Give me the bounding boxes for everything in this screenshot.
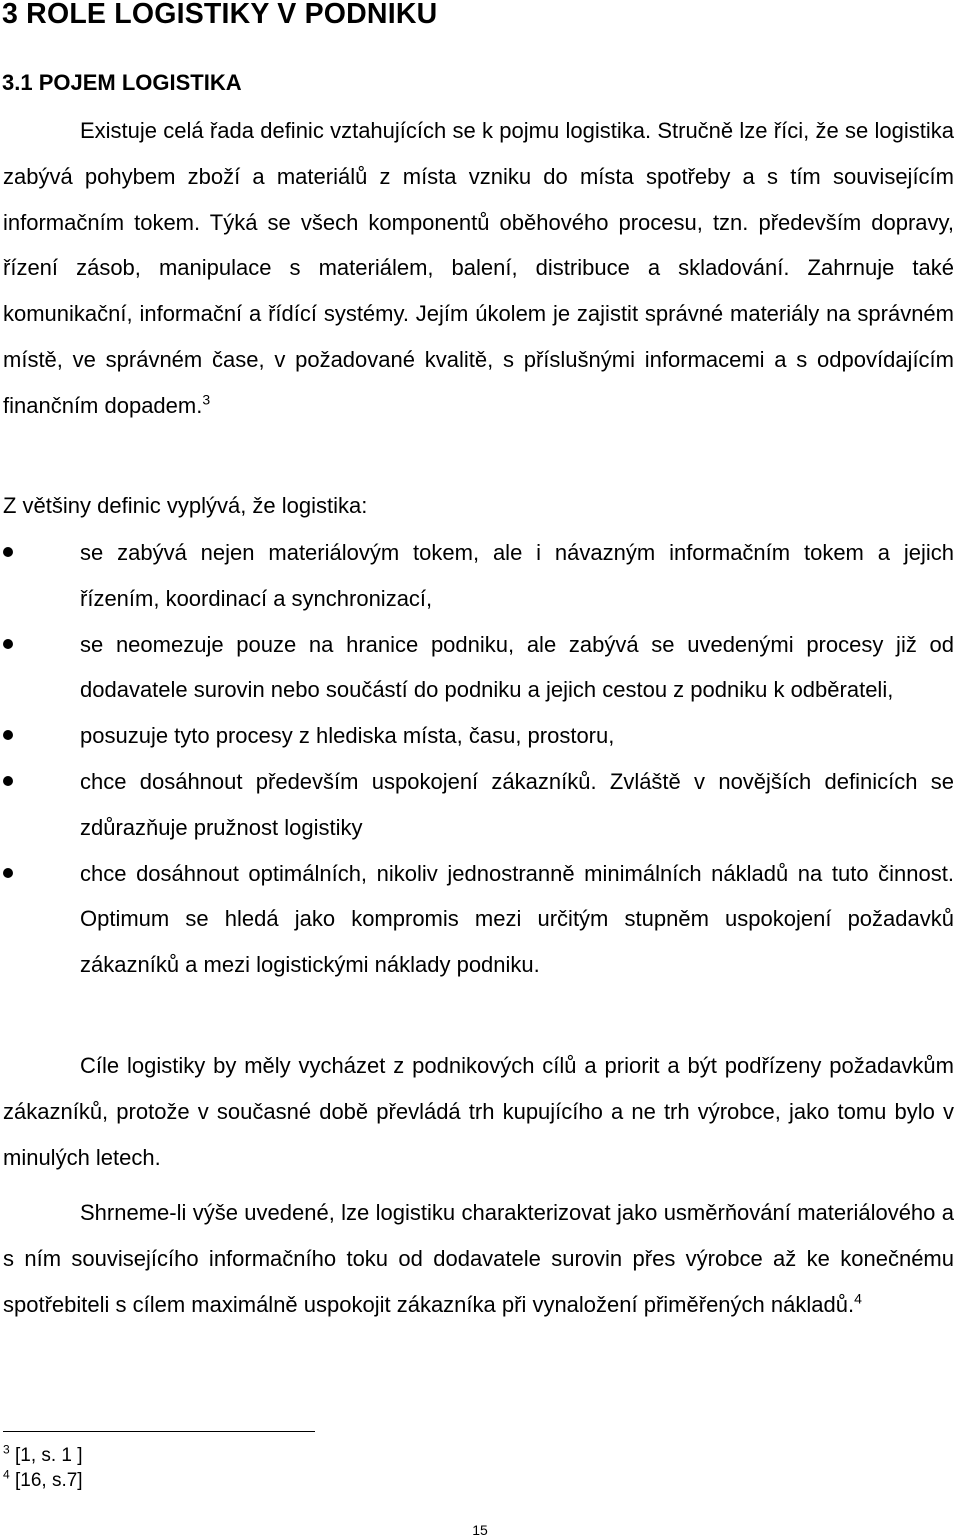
footnote-mark: 4	[3, 1467, 10, 1482]
section-heading: 3.1 POJEM LOGISTIKA	[2, 70, 242, 95]
paragraph-summary-text: Shrneme-li výše uvedené, lze logistiku charakterizovat jako usměrňování materiálového a s ním souvisejícího informačního toku od dodavatele surovin přes výrobce až ke konečnému spotřebiteli s cílem maximálně uspokojit zákazníka při vynaložení přiměřených nákladů.	[3, 1200, 954, 1317]
bullet-icon	[3, 639, 13, 649]
footnote-text: [1, s. 1 ]	[14, 1445, 83, 1466]
page-number-text: 15	[472, 1522, 488, 1538]
bullet-icon	[3, 547, 13, 557]
footnote-3	[3, 1442, 83, 1467]
bullet-icon	[3, 868, 13, 878]
page-number	[0, 1522, 960, 1538]
bullet-icon	[3, 730, 13, 740]
footnote-divider	[3, 1431, 315, 1432]
paragraph-intro	[3, 108, 954, 429]
paragraph-intro-text: Existuje celá řada definic vztahujících se k pojmu logistika. Stručně lze říci, že se logistika zabývá pohybem zboží a materiálů z místa vzniku do místa spotřeby a s tím souvisejícím informačním tokem. Týká se všech komponentů oběhového procesu, tzn. především dopravy, řízení zásob, manipulace s materiálem, balení, distribuce a skladování. Zahrnuje také komunikační, informační a řídící systémy. Jejím úkolem je zajistit správné materiály na správném místě, ve správném čase, v požadované kvalitě, s příslušnými informacemi a s odpovídajícím finančním dopadem.	[3, 118, 954, 418]
paragraph-summary	[3, 1190, 954, 1327]
bullet-text: se neomezuje pouze na hranice podniku, ale zabývá se uvedenými procesy již od dodavatele surovin nebo součástí do podniku a jejich cestou z podniku k odběrateli,	[80, 631, 954, 703]
definition-bullet-list	[0, 530, 954, 988]
footnote-ref-3[interactable]: 3	[202, 391, 211, 408]
bullet-item	[0, 622, 954, 714]
bullet-text: chce dosáhnout především uspokojení zákazníků. Zvláště v novějších definicích se zdůrazňuje pružnost logistiky	[80, 768, 954, 840]
bullet-text: posuzuje tyto procesy z hlediska místa, času, prostoru,	[80, 723, 615, 749]
footnote-ref-4[interactable]: 4	[854, 1290, 862, 1307]
bullet-item	[0, 713, 954, 759]
bullet-item	[0, 851, 954, 988]
footnote-4	[3, 1467, 83, 1492]
bullet-icon	[3, 776, 13, 786]
bullet-item	[0, 759, 954, 851]
footnote-mark: 3	[3, 1442, 10, 1457]
chapter-heading: 3 ROLE LOGISTIKY V PODNIKU	[2, 0, 438, 30]
bullet-item	[0, 530, 954, 622]
bullet-text: chce dosáhnout optimálních, nikoliv jednostranně minimálních nákladů na tuto činnost. Optimum se hledá jako kompromis mezi určitým stupněm uspokojení požadavků zákazníků a mezi logistickými náklady podniku.	[80, 860, 954, 978]
footnote-text: [16, s.7]	[14, 1470, 83, 1491]
paragraph-definitions-lead: Z většiny definic vyplývá, že logistika:	[3, 493, 368, 518]
bullet-text: se zabývá nejen materiálovým tokem, ale i návazným informačním tokem a jejich řízením, koordinací a synchronizací,	[80, 540, 954, 611]
paragraph-goals: Cíle logistiky by měly vycházet z podnikových cílů a priorit a být podřízeny požadavkům zákazníků, protože v současné době převládá trh kupujícího a ne trh výrobce, jako tomu bylo v minulých letech.	[3, 1053, 954, 1170]
